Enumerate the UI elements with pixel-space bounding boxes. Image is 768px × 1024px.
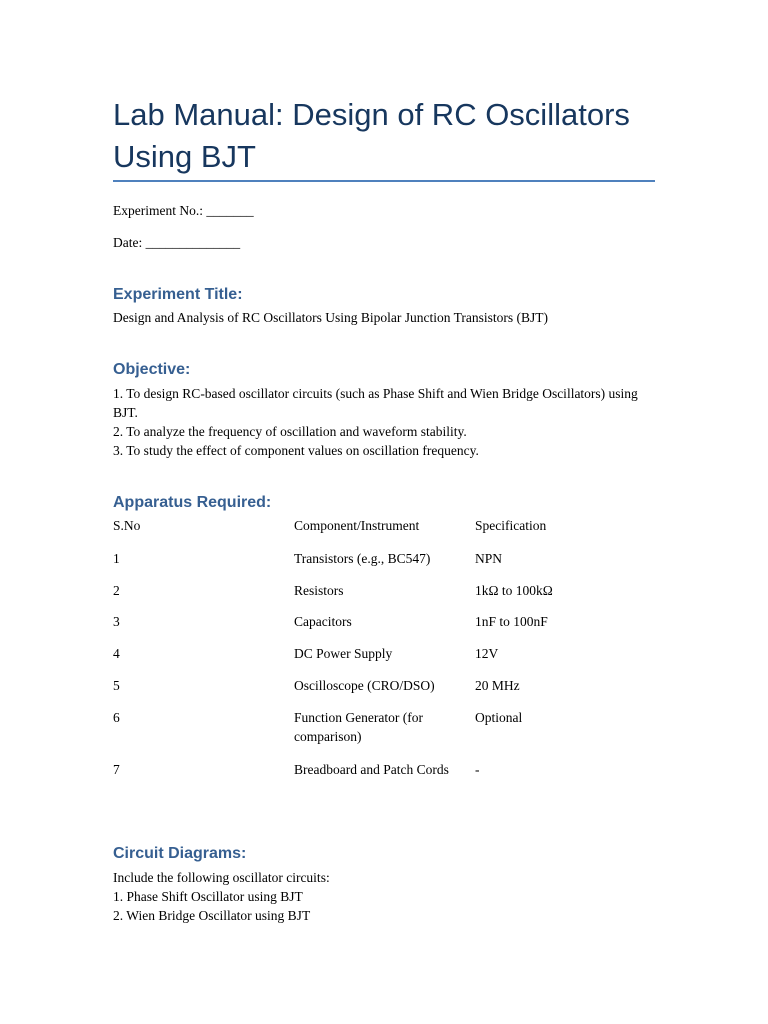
cell-specification: 12V [475, 646, 499, 661]
cell-component: Oscilloscope (CRO/DSO) [294, 678, 435, 693]
cell-component: Breadboard and Patch Cords [294, 762, 449, 777]
column-header-component: Component/Instrument [294, 518, 420, 533]
title-divider [113, 180, 655, 182]
experiment-title-text: Design and Analysis of RC Oscillators Using Bipolar Junction Transistors (BJT) [113, 310, 548, 325]
cell-specification: 1kΩ to 100kΩ [475, 583, 553, 598]
cell-sno: 4 [113, 646, 120, 661]
cell-specification: NPN [475, 551, 503, 566]
experiment-number-field: Experiment No.: _______ [113, 203, 254, 218]
cell-component: Capacitors [294, 614, 352, 629]
circuit-diagrams-intro: Include the following oscillator circuits: [113, 870, 330, 885]
cell-component: Function Generator (for comparison) [294, 710, 423, 744]
cell-sno: 6 [113, 710, 120, 725]
date-field: Date: ______________ [113, 235, 241, 250]
cell-component: Resistors [294, 583, 344, 598]
column-header-sno: S.No [113, 518, 141, 533]
cell-specification: Optional [475, 710, 523, 725]
cell-sno: 1 [113, 551, 120, 566]
cell-specification: - [475, 762, 480, 777]
objective-item: 3. To study the effect of component values on oscillation frequency. [113, 443, 479, 458]
experiment-title-heading: Experiment Title: [113, 286, 243, 303]
document-title: Lab Manual: Design of RC Oscillators Using BJT [113, 97, 630, 174]
objective-list [113, 384, 655, 460]
cell-sno: 7 [113, 762, 120, 777]
cell-specification: 20 MHz [475, 678, 520, 693]
objective-item: 2. To analyze the frequency of oscillation and waveform stability. [113, 424, 467, 439]
cell-sno: 2 [113, 583, 120, 598]
cell-specification: 1nF to 100nF [475, 614, 548, 629]
apparatus-heading: Apparatus Required: [113, 494, 272, 511]
cell-component: DC Power Supply [294, 646, 393, 661]
cell-sno: 3 [113, 614, 120, 629]
circuit-diagrams-heading: Circuit Diagrams: [113, 845, 247, 862]
cell-component: Transistors (e.g., BC547) [294, 551, 431, 566]
objective-item: 1. To design RC-based oscillator circuits (such as Phase Shift and Wien Bridge Oscillators) using BJT. [113, 386, 638, 420]
objective-heading: Objective: [113, 361, 191, 378]
cell-sno: 5 [113, 678, 120, 693]
circuit-item: 2. Wien Bridge Oscillator using BJT [113, 908, 311, 923]
circuit-item: 1. Phase Shift Oscillator using BJT [113, 889, 303, 904]
circuit-diagrams-list [113, 868, 655, 925]
column-header-specification: Specification [475, 518, 547, 533]
